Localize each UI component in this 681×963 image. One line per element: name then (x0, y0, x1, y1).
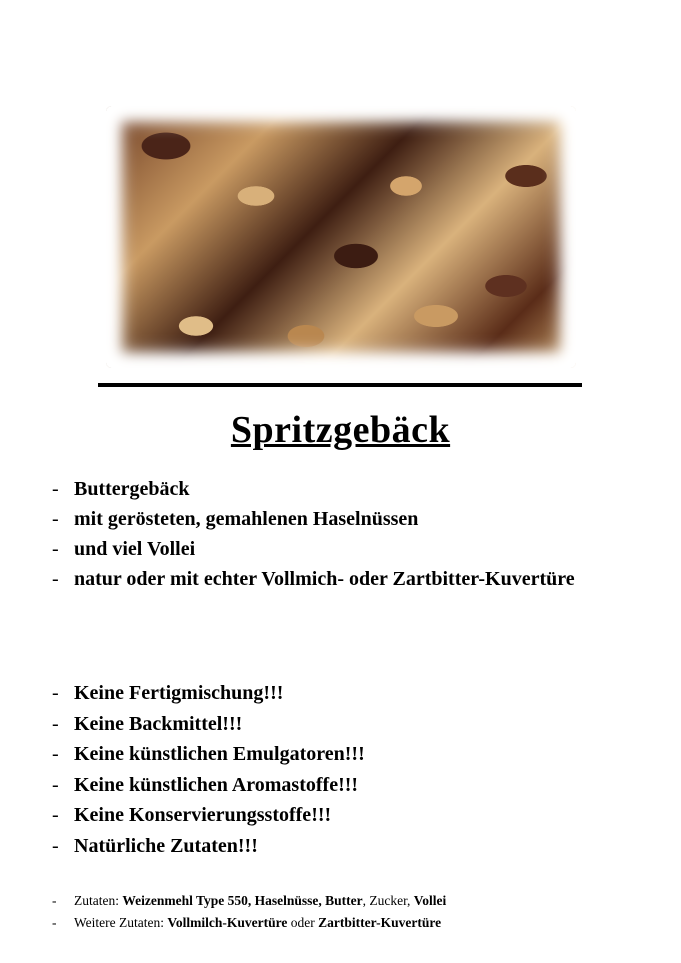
list-item: - mit gerösteten, gemahlenen Haselnüssen (52, 504, 592, 534)
claims-list (52, 678, 592, 861)
ingredients-list (52, 890, 446, 934)
page-title: Spritzgebäck (230, 409, 451, 451)
dash-marker: - (52, 743, 59, 765)
dash-marker: - (52, 478, 59, 500)
dash-marker: - (52, 773, 59, 796)
cookies-photo (106, 106, 576, 368)
dash-marker: - (52, 804, 59, 826)
dash-marker: - (52, 682, 59, 704)
list-item: - Keine Fertigmischung!!! (52, 678, 592, 709)
dash-marker: - (52, 915, 57, 930)
dash-marker: - (52, 508, 59, 530)
ingredients-line: - Zutaten: Weizenmehl Type 550, Haselnüsse, Butter, Zucker, Vollei (52, 890, 446, 912)
list-item: - Keine Konservierungsstoffe!!! (52, 800, 592, 831)
list-item: - Buttergebäck (52, 474, 592, 504)
list-item: - Keine künstlichen Emulgatoren!!! (52, 739, 592, 770)
list-item: - natur oder mit echter Vollmich- oder Zartbitter-Kuvertüre (52, 564, 592, 594)
list-item: - Keine Backmittel!!! (52, 709, 592, 740)
horizontal-rule (98, 383, 582, 387)
dash-marker: - (52, 893, 57, 908)
list-item: - und viel Vollei (52, 534, 592, 564)
list-item: - Keine künstlichen Aromastoffe!!! (52, 770, 592, 801)
dash-marker: - (52, 834, 59, 857)
more-ingredients-line: - Weitere Zutaten: Vollmilch-Kuvertüre oder Zartbitter-Kuvertüre (52, 912, 446, 934)
feature-list (52, 474, 592, 594)
list-item: - Natürliche Zutaten!!! (52, 831, 592, 862)
dash-marker: - (52, 538, 59, 560)
dash-marker: - (52, 568, 59, 590)
dash-marker: - (52, 712, 59, 735)
